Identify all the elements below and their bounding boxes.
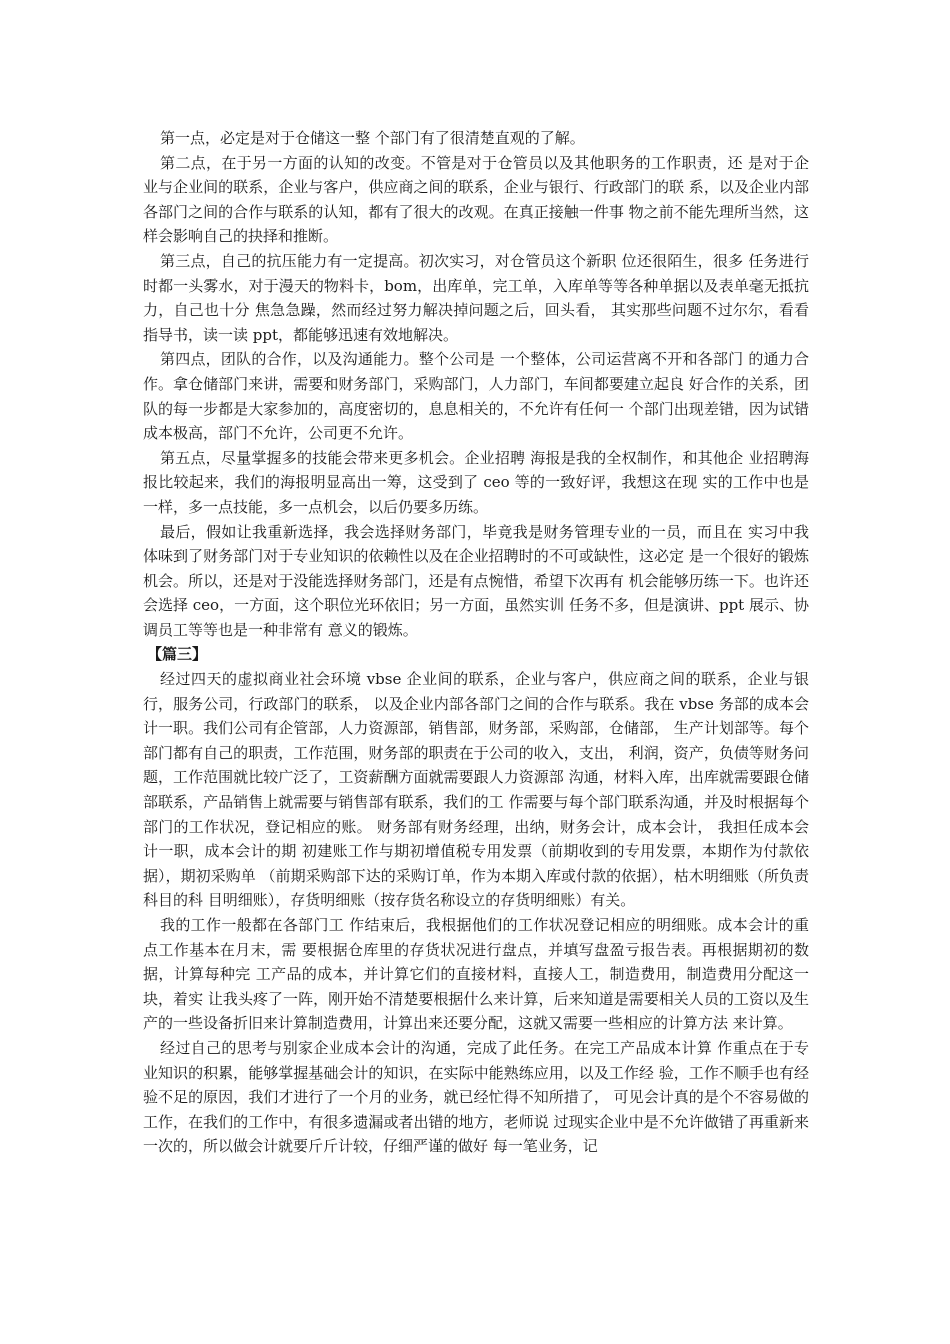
paragraph-section3-intro: 经过四天的虚拟商业社会环境 vbse 企业间的联系，企业与客户，供应商之间的联系，企业与银行，服务公司，行政部门的联系， 以及企业内部各部门之间的合作与联系。我在 vbse 务部的成本会计一职。我们公司有企管部，人力资源部，销售部，财务部，采购部，仓储部， 生产计划部等。每个部门都有自己的职责，工作范围，财务部的职责在于公司的收入，支出， 利润，资产，负债等财务问题，工作范围就比较广泛了，工资薪酬方面就需要跟人力资源部 沟通，材料入库，出库就需要跟仓储部联系，产品销售上就需要与销售部有联系，我们的工 作需要与每个部门联系沟通，并及时根据每个部门的工作状况，登记相应的账。 财务部有财务经理，出纳，财务会计，成本会计， 我担任成本会计一职，成本会计的期 初建账工作与期初增值税专用发票（前期收到的专用发票，本期作为付款依据），期初采购单 （前期采购部下达的采购订单，作为本期入库或付款的依据），枯木明细账（所负责科目的科 目明细账），存货明细账（按存货名称设立的存货明细账）有关。 — [143, 670, 809, 910]
paragraph-section3-reflection: 经过自己的思考与别家企业成本会计的沟通，完成了此任务。在完工产品成本计算 作重点在于专业知识的积累，能够掌握基础会计的知识，在实际中能熟练应用，以及工作经 验，工作不顺手也有经验不足的原因，我们才进行了一个月的业务，就已经忙得不知所措了， 可见会计真的是个不容易做的工作，在我们的工作中，有很多遗漏或者出错的地方，老师说 过现实企业中是不允许做错了再重新来一次的，所以做会计就要斤斤计较，仔细严谨的做好 每一笔业务，记 — [143, 1038, 809, 1156]
paragraph-point-one: 第一点，必定是对于仓储这一整 个部门有了很清楚直观的了解。 — [160, 129, 585, 147]
paragraph-conclusion: 最后，假如让我重新选择，我会选择财务部门，毕竟我是财务管理专业的一员，而且在 实习中我体味到了财务部门对于专业知识的依赖性以及在企业招聘时的不可或缺性，这必定 是一个很好的锻炼机会。所以，还是对于没能选择财务部门，还是有点惋惜，希望下次再有 机会能够历练一下。也许还会选择 ceo，一方面，这个职位光环依旧；另一方面，虽然实训 任务不多，但是演讲、ppt 展示、协调员工等等也是一种非常有 意义的锻炼。 — [143, 522, 809, 639]
paragraph-section3-work: 我的工作一般都在各部门工 作结束后，我根据他们的工作状况登记相应的明细账。成本会计的重点工作基本在月末，需 要根据仓库里的存货状况进行盘点，并填写盘盈亏报告表。再根据期初的数据，计算每种完 工产品的成本，并计算它们的直接材料，直接人工，制造费用，制造费用分配这一块，着实 让我头疼了一阵，刚开始不清楚要根据什么来计算，后来知道是需要相关人员的工资以及生 产的一些设备折旧来计算制造费用，计算出来还要分配，这就又需要一些相应的计算方法 来计算。 — [143, 916, 809, 1033]
paragraph-point-three: 第三点，自己的抗压能力有一定提高。初次实习，对仓管员这个新职 位还很陌生，很多 任务进行时都一头雾水，对于漫天的物料卡，bom，出库单，完工单，入库单等等各种单据以及表单毫无抵抗力，自己也十分 焦急急躁，然而经过努力解决掉问题之后，回头看， 其实那些问题不过尔尔，看看指导书，读一读 ppt，都能够迅速有效地解决。 — [143, 251, 809, 344]
paragraph-point-five: 第五点，尽量掌握多的技能会带来更多机会。企业招聘 海报是我的全权制作，和其他企 业招聘海报比较起来，我们的海报明显高出一筹，这受到了 ceo 等的一致好评，我想这在现 实的工作中也是一样，多一点技能，多一点机会，以后仍要多历练。 — [143, 448, 809, 516]
paragraph-point-four: 第四点，团队的合作，以及沟通能力。整个公司是 一个整体，公司运营离不开和各部门 的通力合作。拿仓储部门来讲，需要和财务部门，采购部门，人力部门，车间都要建立起良 好合作的关系，团队的每一步都是大家参加的，高度密切的，息息相关的，不允许有任何一 个部门出现差错，因为试错成本极高，部门不允许，公司更不允许。 — [143, 350, 809, 443]
document-body — [143, 126, 809, 1159]
section-heading: 【篇三】 — [147, 645, 208, 664]
paragraph-point-two: 第二点，在于另一方面的认知的改变。不管是对于仓管员以及其他职务的工作职责，还 是对于企业与企业间的联系，企业与客户，供应商之间的联系，企业与银行、行政部门的联 系，以及企业内部各部门之间的合作与联系的认知，都有了很大的改观。在真正接触一件事 物之前不能先理所当然，这样会影响自己的抉择和推断。 — [143, 153, 809, 246]
